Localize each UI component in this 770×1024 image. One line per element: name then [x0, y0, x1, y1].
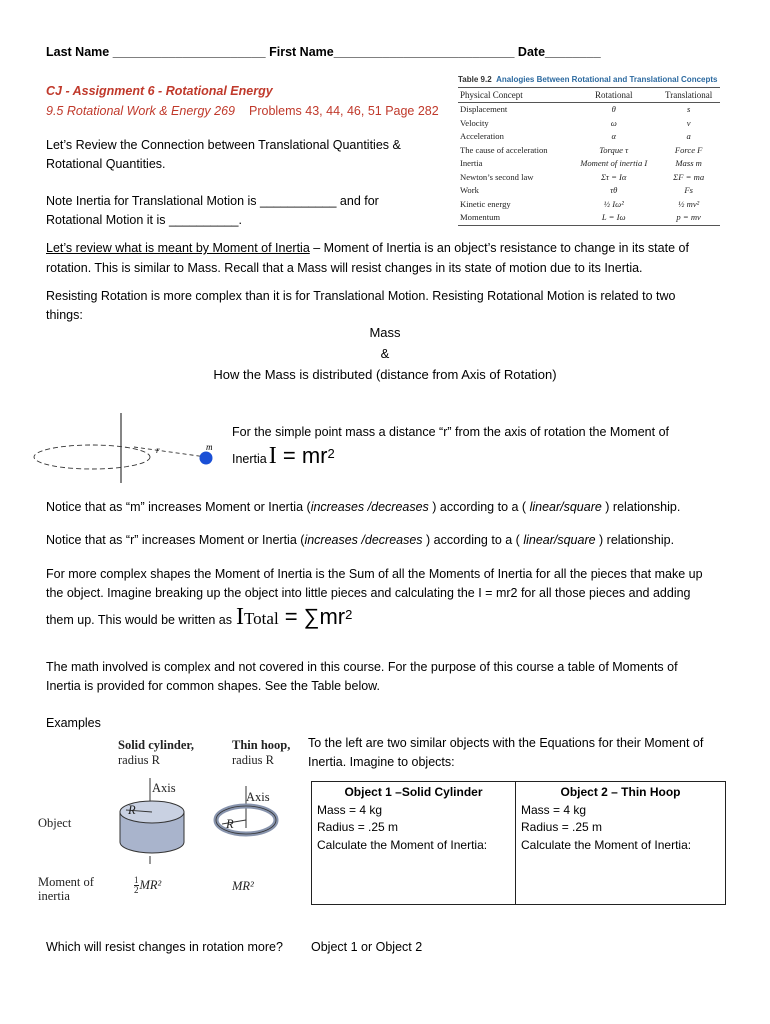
total-formula-sub: Total — [243, 609, 279, 628]
object-1-calc-prompt: Calculate the Moment of Inertia: — [317, 837, 488, 852]
analogy-row — [458, 144, 720, 158]
object-2-cell[interactable] — [516, 782, 726, 905]
moi-intro-line-1 — [46, 238, 689, 258]
object-1-radius: Radius = .25 m — [317, 820, 399, 834]
analogy-table-body — [458, 103, 720, 226]
object-1-mass: Mass = 4 kg — [317, 802, 383, 817]
object-row-label: Object — [38, 816, 72, 830]
thin-hoop-radius-label: R — [226, 817, 234, 831]
analogy-header-translational: Translational — [657, 88, 720, 103]
analogy-cell-concept: Work — [460, 185, 479, 195]
assignment-section — [46, 104, 439, 118]
analogy-header-rotational: Rotational — [570, 88, 657, 103]
thin-hoop-axis-label: Axis — [246, 790, 270, 804]
analogy-cell-rotational: τθ — [610, 185, 618, 195]
analogy-cell-rotational: θ — [611, 104, 616, 114]
examples-intro-1: To the left are two similar objects with the Equations for their Moment of — [308, 736, 704, 750]
moi-intro-text: – Moment of Inertia is an object’s resistance to change in its state of — [309, 241, 689, 255]
mass-choice-direction[interactable]: increases /decreases — [310, 500, 429, 514]
moment-row-label-2: inertia — [38, 889, 70, 903]
inertia-note-line-2: Rotational Motion it is __________. — [46, 213, 242, 227]
resisting-factor-and: & — [380, 346, 390, 361]
analogy-header-concept: Physical Concept — [458, 88, 570, 103]
analogy-cell-translational: Mass m — [675, 158, 702, 168]
resisting-line-2: things: — [46, 308, 83, 322]
notice-mass-line: Notice that as “m” increases Moment or Inertia (increases /decreases ) according to a ( linear/square ) relationship. — [46, 500, 681, 514]
analogy-cell-rotational: L = Iω — [570, 211, 657, 225]
analogy-table-title: Analogies Between Rotational and Translational Concepts — [496, 75, 718, 84]
analogy-cell-translational: ½ mv² — [678, 198, 700, 209]
object-comparison-table — [311, 781, 726, 905]
point-mass-text-inertia: Inertia — [232, 452, 267, 466]
analogy-cell-rotational: ω — [610, 117, 617, 128]
review-line-1: Let’s Review the Connection between Translational Quantities & — [46, 138, 401, 152]
orbit-path — [34, 445, 150, 469]
analogy-cell-translational: p = mv — [657, 211, 720, 225]
solid-cylinder-formula-body: MR² — [139, 878, 162, 892]
analogy-cell-concept: Newton’s second law — [460, 171, 534, 182]
analogy-cell-translational: ΣF = ma — [673, 171, 705, 182]
assignment-title: CJ - Assignment 6 - Rotational Energy — [46, 84, 273, 98]
radius-label: r — [156, 445, 160, 455]
complex-line-3 — [46, 604, 352, 631]
analogy-cell-rotational: Στ = Iα — [601, 171, 627, 182]
examples-intro-2: Inertia. Imagine to objects: — [308, 755, 455, 769]
complex-line-3-text: them up. This would be written as — [46, 613, 232, 627]
analogy-cell-concept: Acceleration — [460, 131, 504, 141]
analogy-cell-concept: Velocity — [460, 117, 489, 128]
object-1-cell[interactable] — [312, 782, 516, 905]
solid-cylinder-formula — [134, 876, 161, 895]
total-formula-sum: = ∑mr — [278, 604, 346, 629]
analogy-cell-concept: Inertia — [460, 158, 483, 168]
analogy-row — [458, 130, 720, 144]
final-question: Which will resist changes in rotation more? — [46, 940, 283, 954]
analogy-table-caption — [458, 75, 720, 84]
thin-hoop-subtitle: radius R — [232, 753, 275, 767]
moment-row-label-1: Moment of — [38, 875, 94, 889]
total-formula-I: I — [235, 604, 244, 630]
analogy-cell-rotational: Moment of inertia I — [580, 158, 648, 168]
analogy-cell-translational: v — [686, 117, 691, 128]
mass-label: m — [206, 442, 213, 452]
math-line-1: The math involved is complex and not covered in this course. For the purpose of this course a table of Moments of — [46, 660, 678, 674]
analogy-cell-translational: Force F — [674, 144, 703, 155]
point-mass-diagram — [30, 410, 230, 485]
analogy-table-number: Table 9.2 — [458, 75, 492, 84]
analogy-cell-concept: Momentum — [458, 211, 570, 225]
section-reference: 9.5 Rotational Work & Energy 269 — [46, 104, 235, 118]
solid-cylinder-subtitle: radius R — [118, 753, 161, 767]
point-mass-formula-row — [232, 443, 335, 470]
analogy-cell-concept: The cause of acceleration — [460, 144, 548, 155]
formula-mr: = mr — [276, 443, 328, 468]
analogy-row — [458, 184, 720, 198]
thin-hoop-formula: MR² — [232, 879, 254, 893]
formula-exponent: 2 — [327, 445, 335, 461]
analogy-cell-rotational: ½ Iω² — [603, 198, 624, 209]
analogy-row — [458, 171, 720, 185]
analogy-row — [458, 103, 720, 117]
final-question-choices[interactable]: Object 1 or Object 2 — [311, 940, 423, 954]
analogy-cell-translational: s — [686, 104, 691, 114]
analogy-cell-translational: a — [686, 131, 691, 141]
math-line-2: Inertia is provided for common shapes. See the Table below. — [46, 679, 380, 693]
moi-intro-line-2: rotation. This is similar to Mass. Recall that a Mass will resist changes in its state of motion due to its Inertia. — [46, 261, 643, 275]
analogy-row — [458, 211, 720, 225]
inertia-note-line-1: Note Inertia for Translational Motion is ___________ and for — [46, 194, 379, 208]
object-2-calc-prompt: Calculate the Moment of Inertia: — [521, 837, 692, 852]
analogy-cell-concept: Kinetic energy — [460, 198, 511, 209]
notice-radius-line: Notice that as “r” increases Moment or Inertia (increases /decreases ) according to a ( linear/square ) relationship. — [46, 533, 675, 547]
object-2-mass: Mass = 4 kg — [521, 802, 587, 817]
thin-hoop-title: Thin hoop, — [232, 738, 291, 752]
examples-label: Examples — [46, 716, 101, 730]
radius-choice-relationship[interactable]: linear/square — [523, 533, 596, 547]
object-1-title: Object 1 –Solid Cylinder — [344, 785, 483, 799]
formula-I: I — [268, 443, 277, 469]
analogy-cell-rotational: α — [611, 131, 616, 141]
analogy-cell-concept: Displacement — [460, 104, 508, 114]
solid-cylinder-axis-label: Axis — [152, 781, 176, 795]
resisting-factor-distribution: How the Mass is distributed (distance from Axis of Rotation) — [213, 367, 557, 382]
half-denominator: 2 — [134, 885, 139, 895]
complex-line-1: For more complex shapes the Moment of Inertia is the Sum of all the Moments of Inertia for all the pieces that make up — [46, 567, 703, 581]
point-mass-text: For the simple point mass a distance “r” from the axis of rotation the Moment of — [232, 425, 669, 439]
analogy-row — [458, 198, 720, 212]
analogy-cell-translational: Fs — [684, 185, 693, 195]
moi-intro-heading: Let’s review what is meant by Moment of Inertia — [46, 241, 310, 255]
name-date-line[interactable]: Last Name ______________________ First Name__________________________ Date________ — [46, 45, 601, 59]
resisting-line-1: Resisting Rotation is more complex than it is for Translational Motion. Resisting Rotational Motion is related to two — [46, 289, 676, 303]
complex-line-2: the object. Imagine breaking up the object into little pieces and calculating the I = mr2 for all those pieces and adding — [46, 586, 691, 600]
analogy-table-grid — [458, 87, 720, 226]
analogy-cell-rotational: Torque τ — [599, 144, 629, 155]
half-numerator: 1 — [134, 875, 139, 885]
analogy-table — [458, 75, 720, 226]
radius-choice-direction[interactable]: increases /decreases — [304, 533, 423, 547]
solid-cylinder-radius-label: R — [128, 803, 136, 817]
analogy-row — [458, 157, 720, 171]
solid-cylinder-title: Solid cylinder, — [118, 738, 194, 752]
resisting-factor-mass: Mass — [369, 325, 401, 340]
point-mass-icon — [200, 452, 213, 465]
total-formula-exponent: 2 — [345, 606, 353, 622]
mass-choice-relationship[interactable]: linear/square — [529, 500, 602, 514]
problem-list: Problems 43, 44, 46, 51 Page 282 — [249, 104, 439, 118]
analogy-row — [458, 117, 720, 131]
object-2-radius: Radius = .25 m — [521, 820, 603, 834]
review-line-2: Rotational Quantities. — [46, 157, 166, 171]
object-2-title: Object 2 – Thin Hoop — [560, 785, 681, 799]
